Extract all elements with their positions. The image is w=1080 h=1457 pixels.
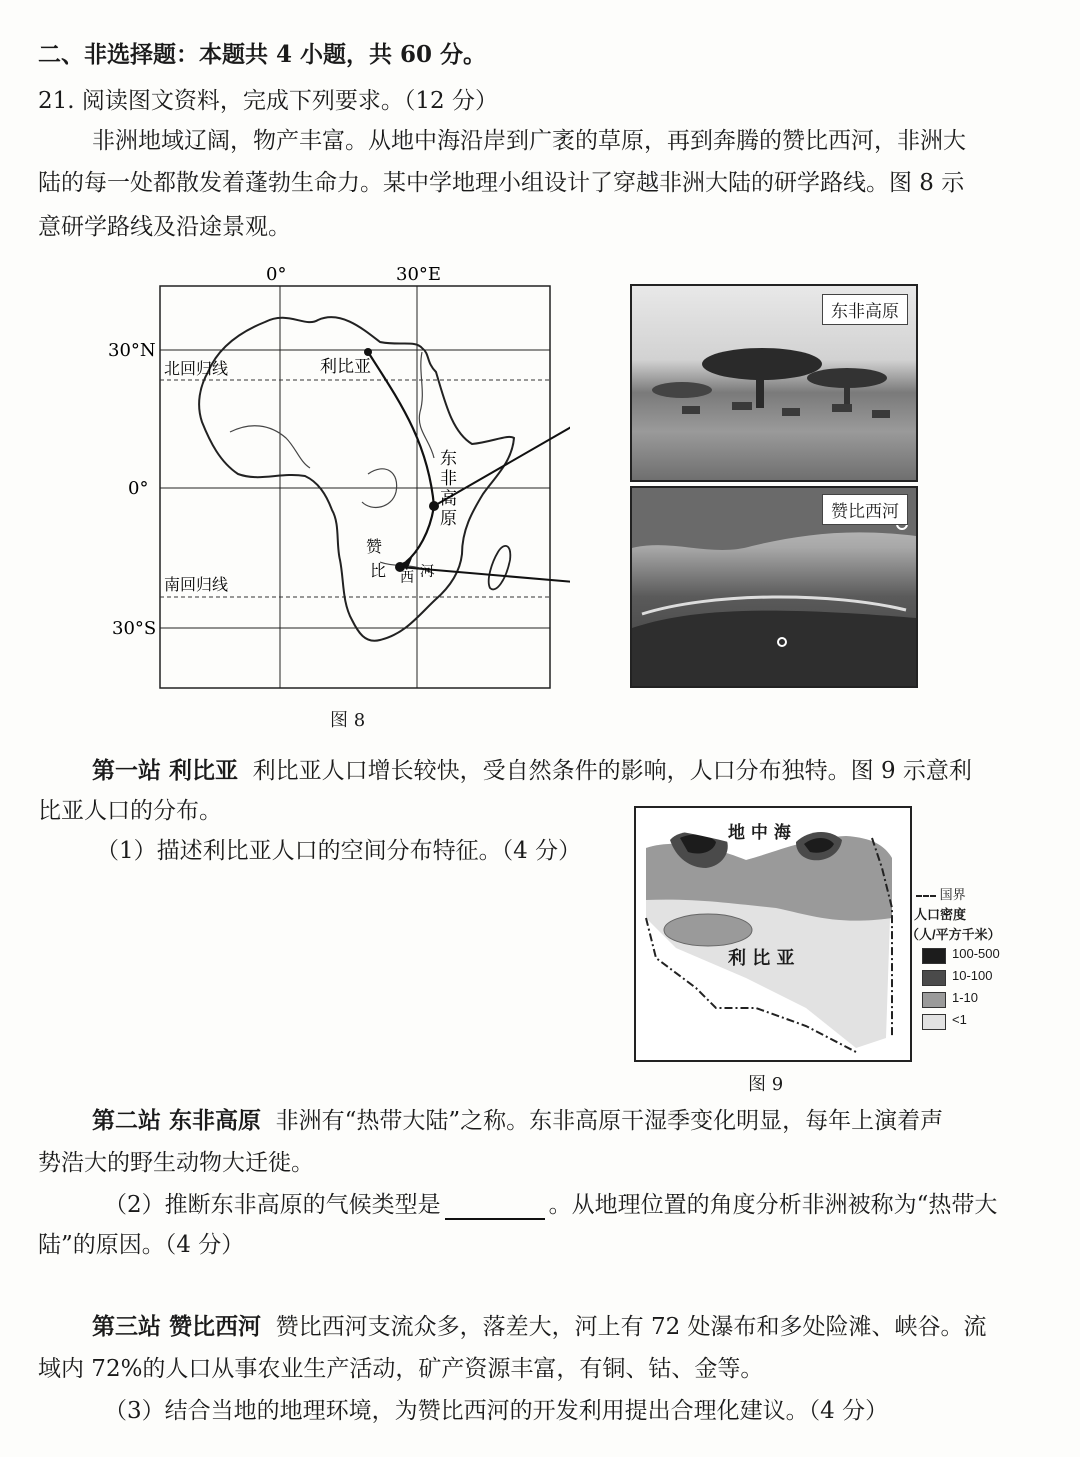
libya-population-map xyxy=(634,806,912,1062)
legend-label-3: 1-10 xyxy=(952,990,979,1005)
east-africa-char-4: 原 xyxy=(440,509,457,529)
station3-line-1 xyxy=(92,1312,987,1342)
legend-swatch-1 xyxy=(922,948,946,964)
legend-title-1: 人口密度 xyxy=(914,907,967,922)
niger-river xyxy=(230,426,310,468)
intro-line-3: 意研学路线及沿途景观。 xyxy=(38,214,291,240)
legend-border-row xyxy=(916,884,966,903)
question-2-line-1 xyxy=(104,1190,997,1220)
legend-label-1: 100-500 xyxy=(952,946,1000,961)
lon-30e-label: 30°E xyxy=(396,264,442,285)
legend-label-4: <1 xyxy=(952,1012,967,1027)
question-3: （3）结合当地的地理环境，为赞比西河的开发利用提出合理化建议。（4 分） xyxy=(104,1398,889,1424)
photo-east-african-plateau xyxy=(630,284,918,482)
photo1-label: 东非高原 xyxy=(822,294,908,325)
route-line-1 xyxy=(368,352,434,506)
zambezi-char-3: 西 xyxy=(400,570,414,586)
question-title: 21. 阅读图文资料，完成下列要求。（12 分） xyxy=(38,88,498,114)
east-africa-char-3: 高 xyxy=(440,489,457,509)
question-2-part-a: （2）推断东非高原的气候类型是 xyxy=(104,1192,441,1218)
question-2-line-2: 陆”的原因。（4 分） xyxy=(38,1232,245,1258)
legend-title-2: （人/平方千米） xyxy=(906,927,1001,942)
madagascar-outline xyxy=(489,546,511,590)
station1-line-1 xyxy=(92,756,972,786)
fig9-legend xyxy=(906,884,1022,1034)
fig9-caption: 图 9 xyxy=(748,1074,784,1095)
lat-30s-label: 30°S xyxy=(112,618,157,639)
lat-0-label: 0° xyxy=(128,478,149,499)
libya-country-label: 利 比 亚 xyxy=(728,948,795,969)
legend-swatch-4 xyxy=(922,1014,946,1030)
fig8-caption: 图 8 xyxy=(330,710,366,731)
mediterranean-label: 地 中 海 xyxy=(728,823,791,843)
intro-line-1: 非洲地域辽阔，物产丰富。从地中海沿岸到广袤的草原，再到奔腾的赞比西河，非洲大 xyxy=(92,128,966,154)
station3-line-2: 域内 72%的人口从事农业生产活动，矿产资源丰富，有铜、钴、金等。 xyxy=(38,1356,764,1382)
libya-label: 利比亚 xyxy=(320,357,371,377)
east-africa-char-2: 非 xyxy=(440,469,457,489)
zambezi-char-1: 赞 xyxy=(366,537,383,556)
legend-border-label: 国界 xyxy=(939,887,966,902)
question-1: （1）描述利比亚人口的空间分布特征。（4 分） xyxy=(96,838,582,864)
zambezi-char-4: 河 xyxy=(420,564,434,580)
section-header: 二、非选择题：本题共 4 小题，共 60 分。 xyxy=(38,41,487,68)
tropic-south-label: 南回归线 xyxy=(164,575,229,594)
station1-line-2: 比亚人口的分布。 xyxy=(38,798,222,824)
lon-0-label: 0° xyxy=(266,264,287,285)
photo-zambezi-river xyxy=(630,486,918,688)
question-2-part-b: 。从地理位置的角度分析非洲被称为“热带大 xyxy=(548,1192,998,1218)
station3-text-1: 赞比西河支流众多，落差大，河上有 72 处瀑布和多处险滩、峡谷。流 xyxy=(275,1314,987,1340)
tropic-north-label: 北回归线 xyxy=(164,359,229,378)
station2-title: 第二站 东非高原 xyxy=(92,1107,262,1134)
east-africa-char-1: 东 xyxy=(440,449,457,469)
station2-line-2: 势浩大的野生动物大迁徙。 xyxy=(38,1150,314,1176)
zambezi-char-2: 比 xyxy=(370,561,387,580)
station2-text-1: 非洲有“热带大陆”之称。东非高原干湿季变化明显，每年上演着声 xyxy=(275,1108,944,1134)
station2-line-1 xyxy=(92,1106,943,1136)
legend-swatch-3 xyxy=(922,992,946,1008)
legend-swatch-2 xyxy=(922,970,946,986)
answer-blank[interactable] xyxy=(445,1196,545,1220)
libya-point xyxy=(364,348,372,356)
station1-title: 第一站 利比亚 xyxy=(92,757,239,784)
intro-line-2: 陆的每一处都散发着蓬勃生命力。某中学地理小组设计了穿越非洲大陆的研学路线。图 8 示 xyxy=(38,170,965,196)
africa-route-map xyxy=(100,262,570,697)
station3-title: 第三站 赞比西河 xyxy=(92,1313,262,1340)
legend-label-2: 10-100 xyxy=(952,968,993,983)
station1-text-1: 利比亚人口增长较快，受自然条件的影响，人口分布独特。图 9 示意利 xyxy=(252,758,972,784)
lat-30n-label: 30°N xyxy=(108,340,156,361)
route-line-2 xyxy=(406,506,434,562)
photo2-label: 赞比西河 xyxy=(822,494,908,525)
